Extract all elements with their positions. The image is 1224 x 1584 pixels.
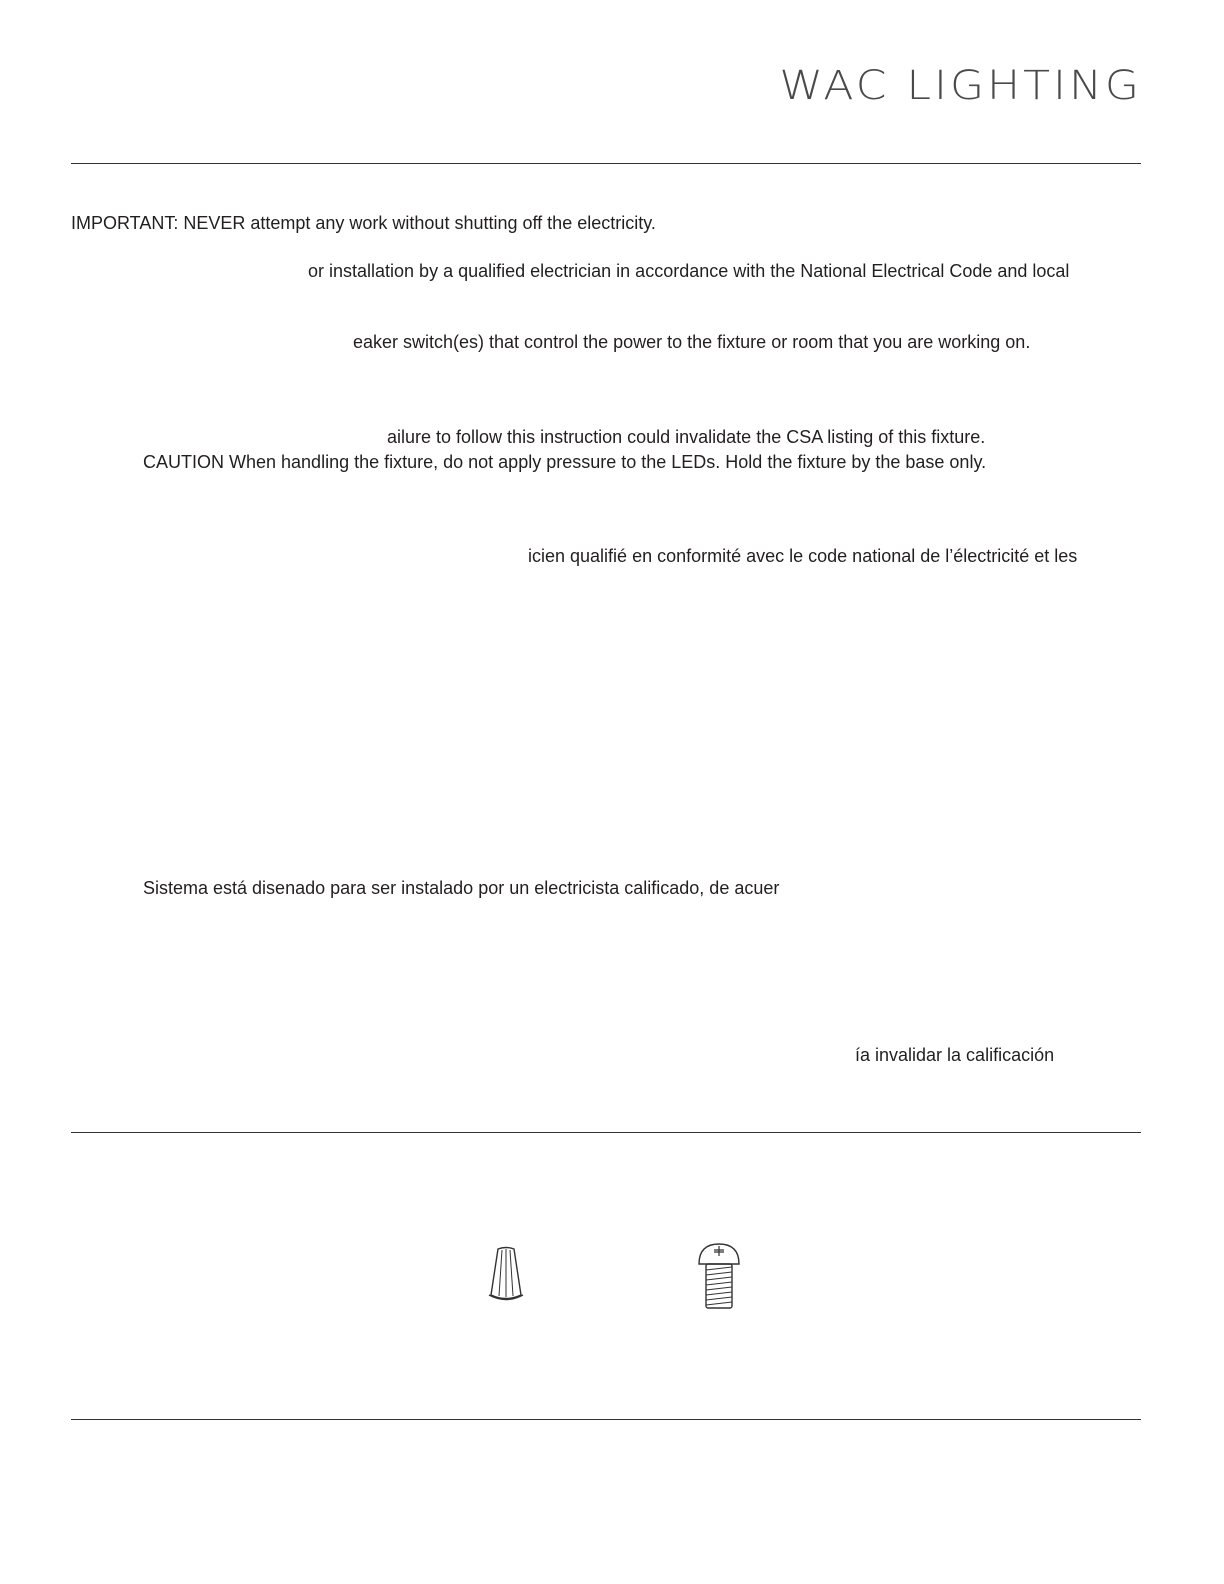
footer-divider: [71, 1419, 1141, 1420]
spanish-installation-text: Sistema está disenado para ser instalado por un electricista calificado, de acuer: [143, 878, 780, 898]
important-notice: IMPORTANT: NEVER attempt any work without shutting off the electricity.: [71, 213, 656, 233]
english-failure-text: ailure to follow this instruction could invalidate the CSA listing of this fixture.: [387, 427, 986, 447]
spanish-invalidate-text: ía invalidar la calificación: [855, 1045, 1055, 1065]
header-divider: [71, 163, 1141, 164]
english-caution-text: CAUTION When handling the fixture, do not apply pressure to the LEDs. Hold the fixture by the base only.: [143, 452, 987, 472]
english-breaker-text: eaker switch(es) that control the power to the fixture or room that you are working on.: [353, 332, 1031, 352]
wire-nut-icon: [485, 1246, 527, 1304]
screw-icon: [697, 1242, 741, 1312]
english-installation-text: or installation by a qualified electrician in accordance with the National Electrical Code and local: [308, 261, 1070, 281]
french-installation-text: icien qualifié en conformité avec le code national de l’électricité et les: [528, 546, 1078, 566]
section-divider: [71, 1132, 1141, 1133]
brand-logo: WAC LIGHTING: [779, 62, 1142, 109]
